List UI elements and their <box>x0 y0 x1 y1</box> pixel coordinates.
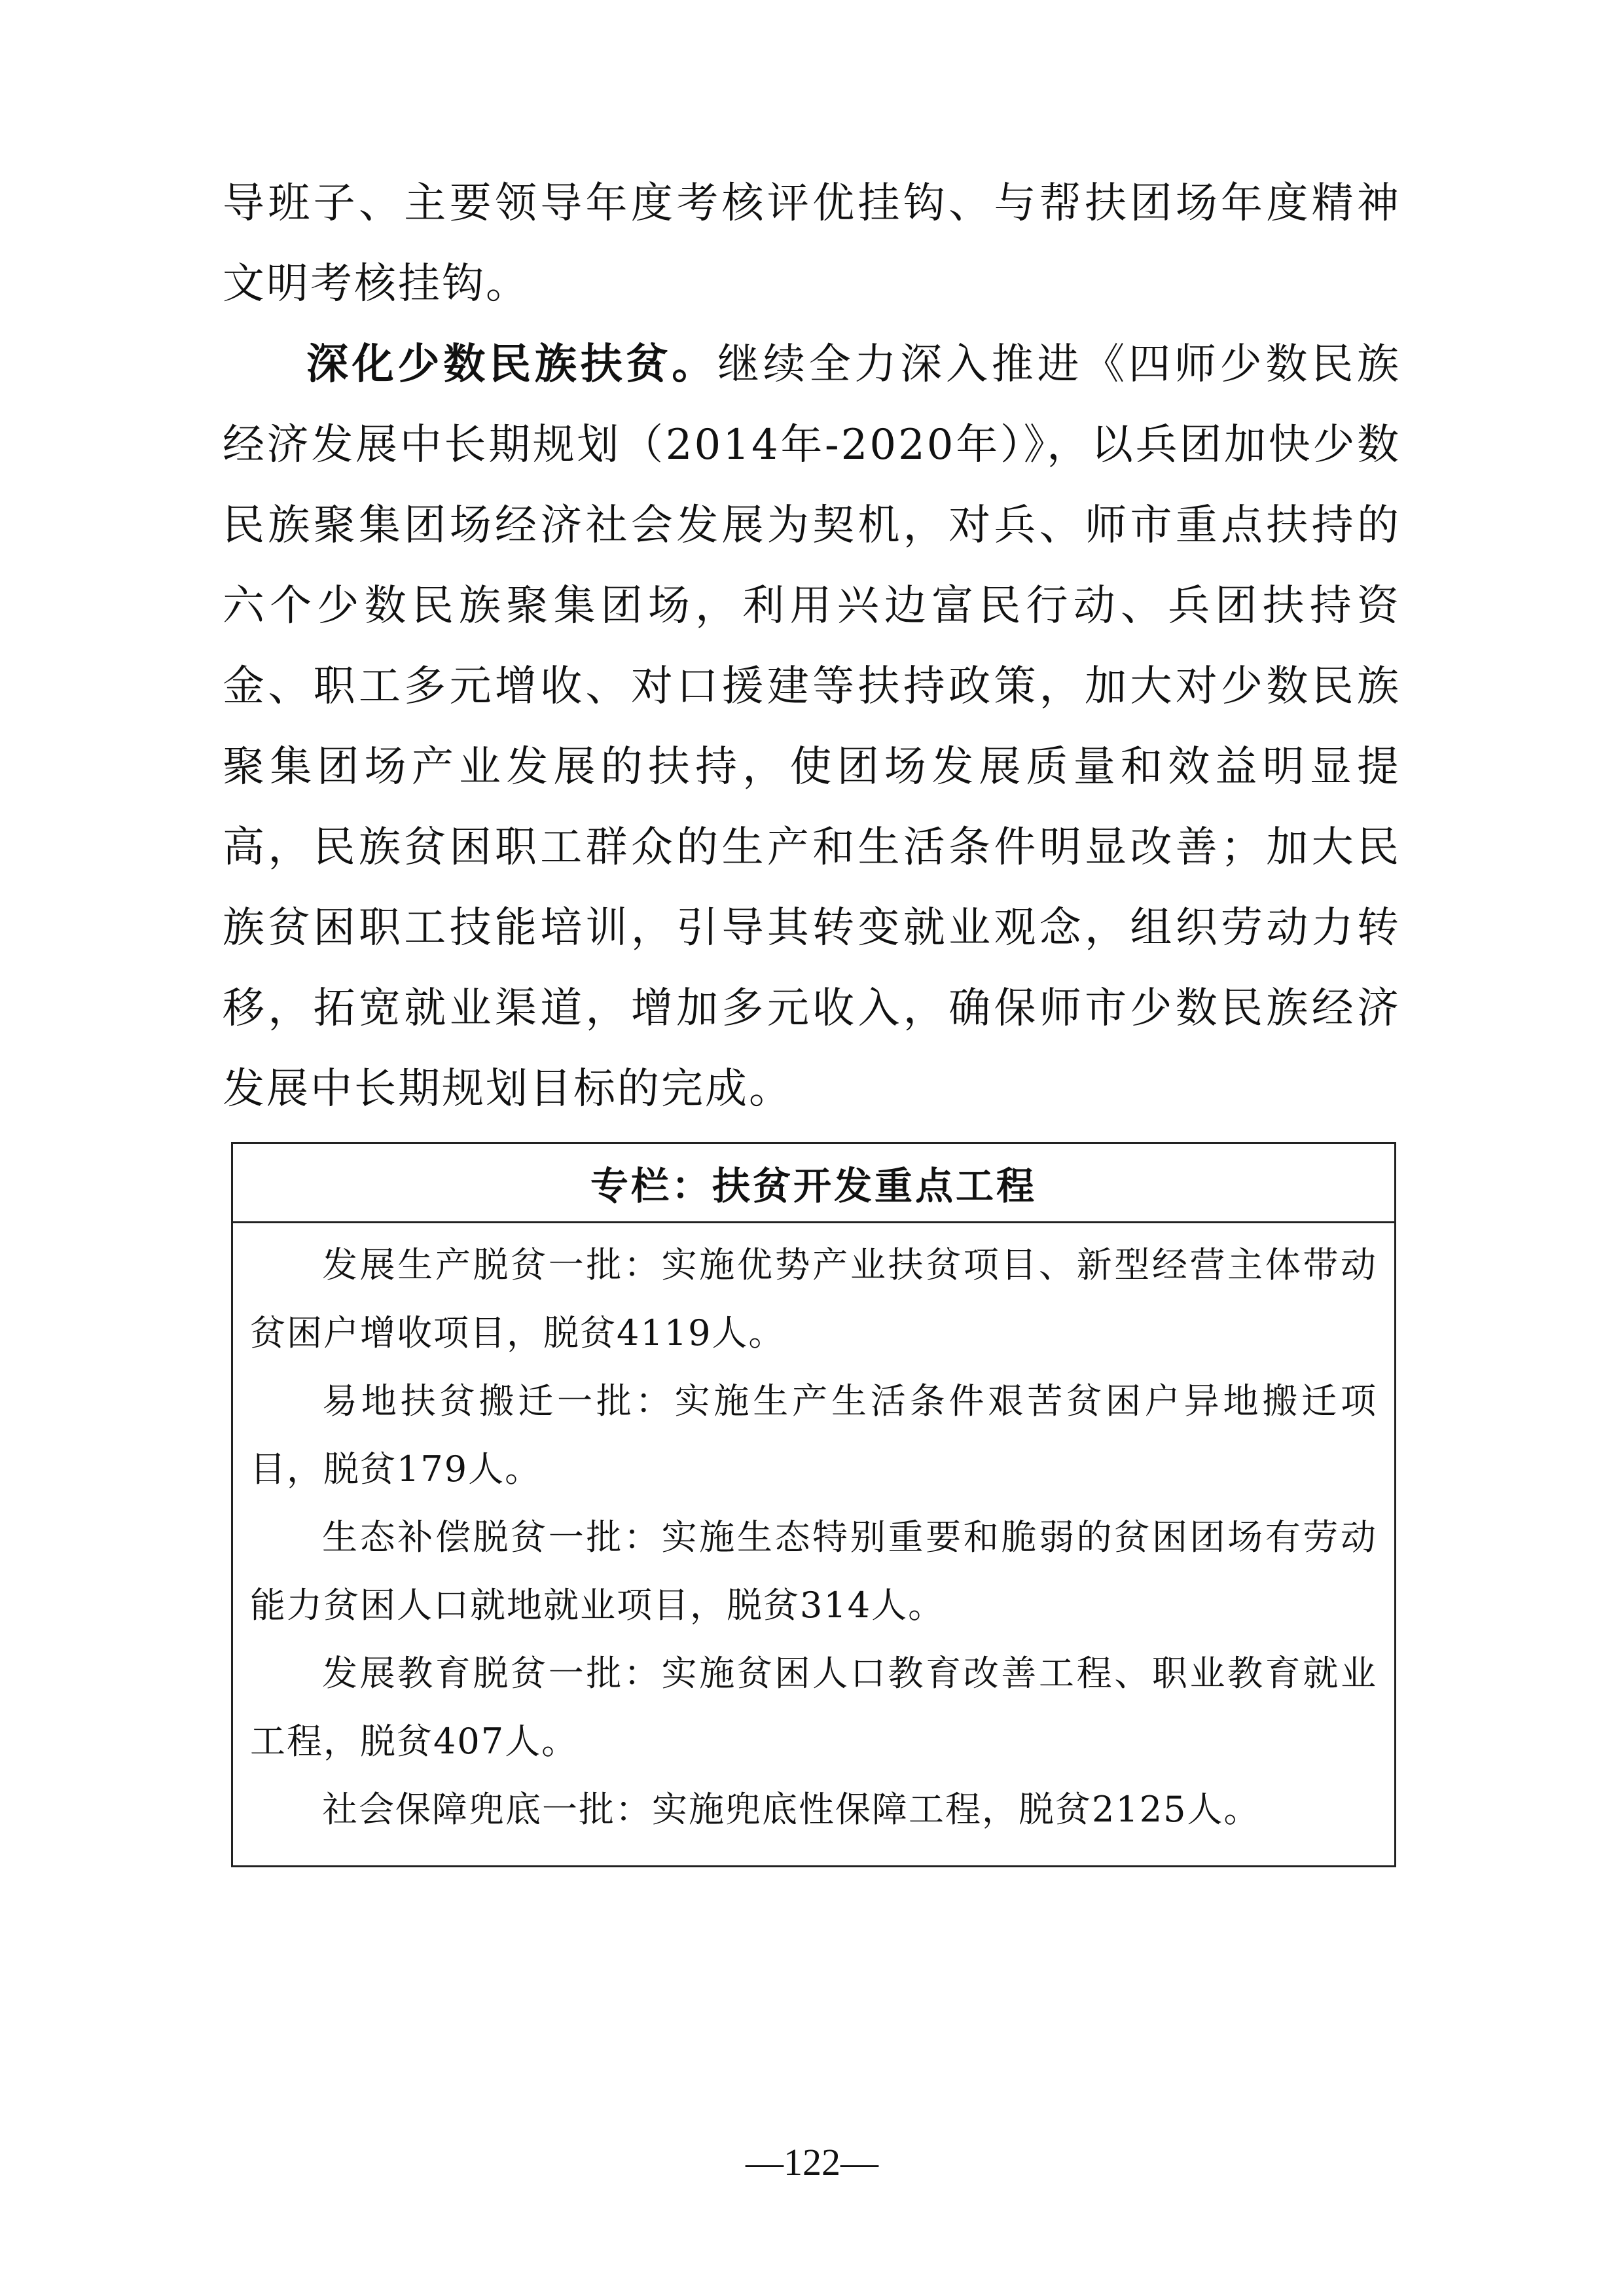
list-item: 生态补偿脱贫一批：实施生态特别重要和脆弱的贫困团场有劳动能力贫困人口就地就业项目，脱贫314人。 <box>250 1516 1377 1626</box>
list-item: 发展生产脱贫一批：实施优势产业扶贫项目、新型经营主体带动贫困户增收项目，脱贫4119人。 <box>250 1244 1377 1354</box>
paragraph-minority-poverty <box>223 325 1401 1130</box>
list-item: 易地扶贫搬迁一批：实施生产生活条件艰苦贫困户异地搬迁项目，脱贫179人。 <box>250 1380 1377 1490</box>
list-item: 社会保障兜底一批：实施兜底性保障工程，脱贫2125人。 <box>322 1789 1261 1830</box>
page-number: —122— <box>746 2141 878 2183</box>
paragraph-continuation <box>223 164 1401 325</box>
paragraph-lead-heading: 深化少数民族扶贫。 <box>306 340 718 389</box>
paragraph-text: 导班子、主要领导年度考核评优挂钩、与帮扶团场年度精神文明考核挂钩。 <box>223 179 1401 308</box>
special-column-body <box>233 1223 1394 1844</box>
paragraph-text: 继续全力深入推进《四师少数民族经济发展中长期规划（2014年-2020年）》，以兵团加快少数民族聚集团场经济社会发展为契机，对兵、师市重点扶持的六个少数民族聚集团场，利用兴边富民行动、兵团扶持资金、职工多元增收、对口援建等扶持政策，加大对少数民族聚集团场产业发展的扶持，使团场发展质量和效益明显提高，民族贫困职工群众的生产和生活条件明显改善；加大民族贫困职工技能培训，引导其转变就业观念，组织劳动力转移，拓宽就业渠道，增加多元收入，确保师市少数民族经济发展中长期规划目标的完成。 <box>223 340 1401 1113</box>
special-column-title: 专栏：扶贫开发重点工程 <box>233 1144 1394 1223</box>
special-column-box <box>231 1142 1396 1867</box>
list-item: 发展教育脱贫一批：实施贫困人口教育改善工程、职业教育就业工程，脱贫407人。 <box>250 1653 1377 1762</box>
